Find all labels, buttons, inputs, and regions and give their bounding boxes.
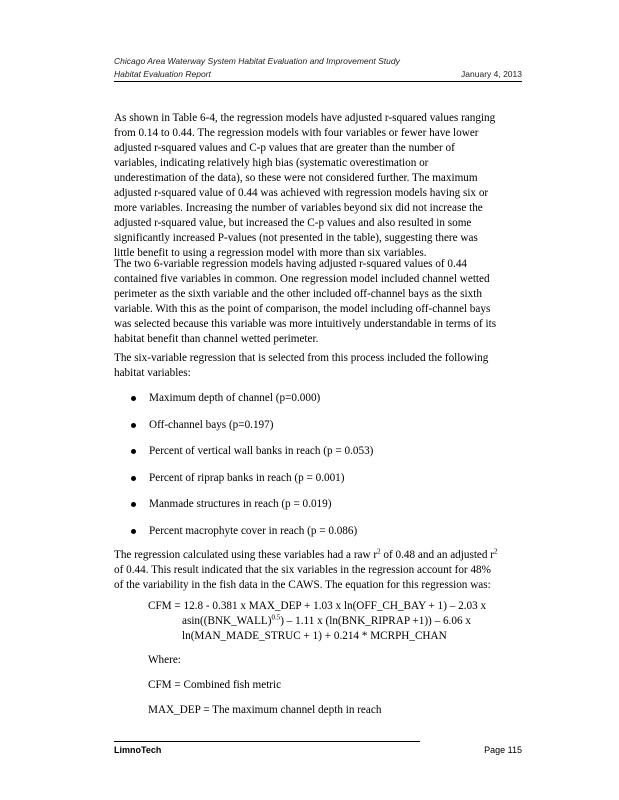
header-title: Chicago Area Waterway System Habitat Evaluation and Improvement Study: [114, 56, 400, 66]
equation-line: CFM = 12.8 - 0.381 x MAX_DEP + 1.03 x ln(OFF_CH_BAY + 1) – 2.03 x: [148, 600, 487, 612]
text-line: adjusted r-squared value of 0.44 was achieved with regression models having six or: [114, 187, 489, 199]
text-line: adjusted r-squared values and C-p values that are greater than the number of: [114, 142, 455, 154]
header-subtitle: Habitat Evaluation Report: [114, 69, 211, 79]
text-line: habitat benefit than channel wetted perimeter.: [114, 333, 319, 345]
bullet-icon: [131, 449, 136, 454]
list-item: [131, 445, 373, 472]
list-item: [131, 419, 373, 446]
list-item-text: Off-channel bays (p=0.197): [149, 418, 274, 431]
footer-rule: [114, 741, 420, 742]
equation-line: [148, 614, 486, 629]
text-line: adjusted r-squared value, but increased the C-p values and also resulted in some: [114, 217, 472, 229]
text-line: variables, indicating relatively high bias (systematic overestimation or: [114, 157, 429, 169]
habitat-variable-list: [131, 392, 373, 552]
text-line: variable. With this as the point of comparison, the model including off-channel bays: [114, 303, 491, 315]
list-item-text: Percent of riprap banks in reach (p = 0.001): [149, 471, 345, 484]
text-line: more variables. Increasing the number of variables beyond six did not increase the: [114, 202, 483, 214]
text-line: was selected because this variable was more intuitively understandable in terms of its: [114, 318, 497, 330]
list-item: [131, 498, 373, 525]
text-line: habitat variables:: [114, 367, 191, 379]
text-line: As shown in Table 6-4, the regression models have adjusted r-squared values ranging: [114, 112, 496, 124]
bullet-icon: [131, 396, 136, 401]
list-item: [131, 472, 373, 499]
text-line: contained five variables in common. One regression model included channel wetted: [114, 273, 490, 285]
header-date: January 4, 2013: [461, 69, 522, 79]
regression-equation: [148, 599, 486, 644]
text-line: little benefit to using a regression model with more than six variables.: [114, 247, 427, 259]
bullet-icon: [131, 529, 136, 534]
list-item-text: Percent of vertical wall banks in reach (p = 0.053): [149, 445, 374, 458]
text-fragment: asin((BNK_WALL): [182, 615, 272, 627]
equation-line: ln(MAN_MADE_STRUC + 1) + 0.214 * MCRPH_CHAN: [182, 630, 447, 642]
text-line: perimeter as the sixth variable and the other included off-channel bays as the sixth: [114, 288, 482, 300]
text-fragment: The regression calculated using these variables had a raw r: [114, 549, 378, 561]
text-fragment: of 0.48 and an adjusted r: [380, 549, 495, 561]
text-fragment: ) – 1.11 x (ln(BNK_RIPRAP +1)) – 6.06 x: [280, 615, 471, 627]
definition-cfm: CFM = Combined fish metric: [148, 679, 282, 691]
list-item-text: Maximum depth of channel (p=0.000): [149, 392, 321, 404]
paragraph-4: [114, 548, 524, 593]
bullet-icon: [131, 502, 136, 507]
bullet-icon: [131, 476, 136, 481]
superscript: 0.5: [271, 613, 281, 622]
paragraph-2: [114, 257, 524, 347]
paragraph-3: [114, 351, 524, 381]
where-label: Where:: [148, 654, 181, 666]
text-line: of the variability in the fish data in the CAWS. The equation for this regression was:: [114, 579, 491, 591]
footer-company: LimnoTech: [114, 745, 162, 755]
superscript: 2: [377, 547, 381, 556]
list-item-text: Percent macrophyte cover in reach (p = 0.086): [149, 524, 358, 537]
bullet-icon: [131, 423, 136, 428]
text-line: The two 6-variable regression models having adjusted r-squared values of 0.44: [114, 258, 468, 270]
text-line: underestimation of the data), so these were not considered further. The maximum: [114, 172, 478, 184]
list-item-text: Manmade structures in reach (p = 0.019): [149, 498, 332, 511]
definition-max-dep: MAX_DEP = The maximum channel depth in reach: [148, 704, 382, 716]
list-item: [131, 392, 373, 419]
header-rule: [114, 81, 522, 82]
page-number: Page 115: [484, 745, 522, 755]
text-line: significantly increased P-values (not presented in the table), suggesting there was: [114, 232, 478, 244]
text-line: of 0.44. This result indicated that the six variables in the regression account for 48%: [114, 564, 491, 576]
text-line: The six-variable regression that is selected from this process included the following: [114, 352, 489, 364]
text-line: [114, 548, 524, 563]
superscript: 2: [494, 547, 498, 556]
text-line: from 0.14 to 0.44. The regression models with four variables or fewer have lower: [114, 127, 479, 139]
paragraph-1: [114, 111, 524, 261]
